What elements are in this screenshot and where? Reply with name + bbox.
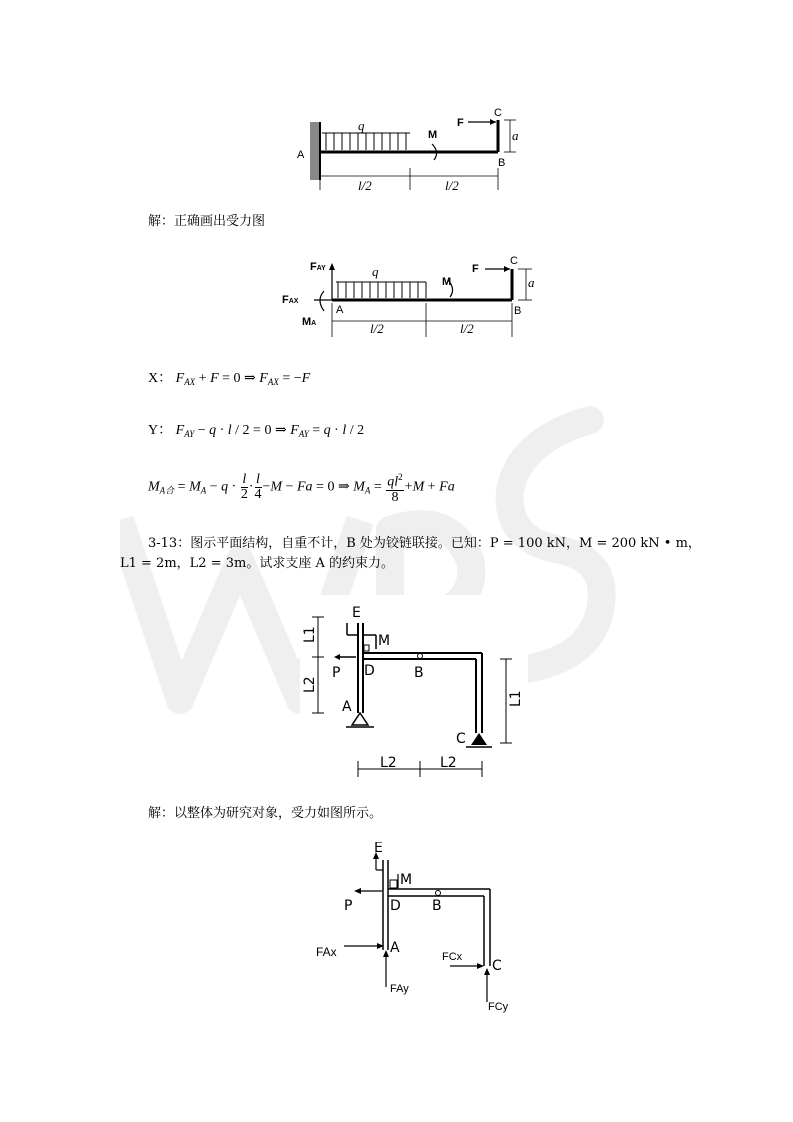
fig4-label-b: B xyxy=(432,898,442,914)
fig3-label-2l1: L1 xyxy=(508,690,524,707)
solution-2-line xyxy=(148,804,382,824)
fbd-label-m: M xyxy=(442,276,452,288)
label-a: A xyxy=(297,149,305,161)
figure-frame-free-body xyxy=(310,842,530,1017)
equation-x: X： $F_{AX} + F = 0$ ⇒ $F_{AX} = -F$ xyxy=(148,371,311,387)
fig3-label-m: M xyxy=(378,633,391,649)
fbd-label-a: A xyxy=(336,304,344,316)
solution-2-text: 以整体为研究对象，受力如图所示。 xyxy=(174,806,383,821)
label-f: F xyxy=(457,117,464,129)
fig4-label-p: P xyxy=(344,898,353,914)
fbd-label-q: q xyxy=(372,264,379,279)
fig4-label-fay: FAy xyxy=(390,983,409,995)
label-q: q xyxy=(358,118,365,133)
fig4-label-d: D xyxy=(390,898,401,914)
distributed-load xyxy=(326,133,406,150)
equation-moment: $M_{A合} = M_A - q$ · $\frac{l}{2}$ · $\frac{l}{4}$ −M − Fa = 0 ⇒ $M_A$ = $\frac{ql^2}{8}$ +M + Fa xyxy=(148,471,455,505)
fig4-label-m: M xyxy=(400,872,413,888)
fig4-label-a: A xyxy=(390,940,400,956)
fig4-label-fcy: FCy xyxy=(488,1001,509,1013)
fig3-label-a: A xyxy=(342,699,352,715)
label-fay: FAY xyxy=(310,261,326,273)
fig3-label-l1: L1 xyxy=(302,626,318,643)
fbd-dim-right: l/2 xyxy=(460,321,474,336)
solution-2-label: 解： xyxy=(148,806,175,821)
fixed-wall xyxy=(310,122,320,180)
label-fax: FAX xyxy=(282,294,299,306)
equation-x-label: X： xyxy=(148,371,173,386)
fbd-label-dim-a: a xyxy=(528,275,535,290)
fig4-label-e: E xyxy=(374,842,383,856)
fig3-label-l2-right: L2 xyxy=(440,755,457,771)
fbd-distributed-load xyxy=(338,282,426,298)
label-ma: MA xyxy=(302,316,317,328)
solution-1-text: 正确画出受力图 xyxy=(174,214,266,229)
figure-cantilever-beam xyxy=(290,100,530,200)
fig3-label-p: P xyxy=(332,665,341,681)
fbd-dim-left: l/2 xyxy=(370,321,384,336)
fig3-label-c: C xyxy=(456,731,466,747)
problem-text-1: 图示平面结构，自重不计，B 处为铰链联接。已知：P = 100 kN，M = 200 kN • m， xyxy=(190,536,701,551)
fbd-label-c: C xyxy=(510,255,518,267)
fig3-label-d: D xyxy=(364,663,375,679)
problem-line-1 xyxy=(148,534,701,554)
fig4-label-fax: FAx xyxy=(316,945,337,959)
label-b: B xyxy=(498,157,506,169)
fig3-label-l2-left: L2 xyxy=(380,755,397,771)
equation-y: Y： $F_{AY} - q \cdot l / 2 = 0$ ⇒ $F_{AY} = q \cdot l / 2$ xyxy=(148,423,365,439)
problem-line-2: L1 = 2m，L2 = 3m。试求支座 A 的约束力。 xyxy=(120,556,394,571)
ma-arrow xyxy=(320,291,324,311)
problem-number: 3-13： xyxy=(148,536,191,551)
solution-1-label: 解： xyxy=(148,214,175,229)
fig3-label-e: E xyxy=(352,605,361,621)
label-m: M xyxy=(428,129,438,141)
fig3-label-l2-vert: L2 xyxy=(302,676,318,693)
label-c: C xyxy=(494,107,502,119)
figure-free-body-beam xyxy=(280,255,550,345)
figure-frame-structure xyxy=(300,595,530,785)
fbd-label-f: F xyxy=(472,263,479,275)
dim-right: l/2 xyxy=(445,178,459,193)
fig4-label-fcx: FCx xyxy=(442,951,463,963)
fig4-label-c: C xyxy=(492,958,502,974)
label-dim-a: a xyxy=(512,128,519,143)
fbd-label-b: B xyxy=(514,305,522,317)
solution-1-line xyxy=(148,212,265,232)
fig3-label-b: B xyxy=(414,665,424,681)
equation-y-label: Y： xyxy=(148,423,173,438)
dim-left: l/2 xyxy=(358,178,372,193)
